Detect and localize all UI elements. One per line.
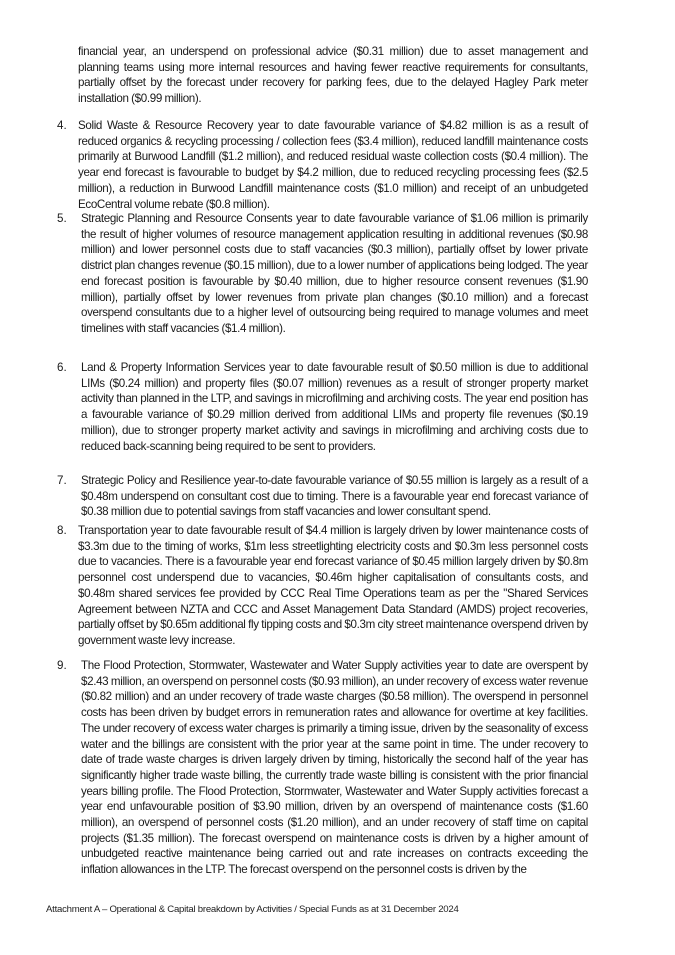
list-item-text: Land & Property Information Services year to date favourable result of $0.50 million is due to additional LIMs ($0.24 million) and property files ($0.07 million) revenues as a result of stronger property market activity than planned in the LTP, and savings in microfilming and archiving costs. The year end position has a favourable variance of $0.29 million derived from additional LIMs and property file revenues ($0.19 million), due to stronger property market activity and savings in microfilming and archiving costs due to reduced back-scanning being required to be sent to providers. [81,361,588,453]
list-item-6 [57,360,588,454]
list-item-text: Strategic Planning and Resource Consents year to date favourable variance of $1.06 million is primarily the result of higher volumes of resource management application resulting in additional revenues ($0.98 million) and lower personnel costs due to staff vacancies ($0.3 million), partially offset by lower private district plan changes revenue ($0.15 million), due to a lower number of applications being lodged. The year end forecast position is favourable by $0.40 million, due to higher resource consent revenues ($1.90 million), partially offset by lower revenues from private plan changes ($0.10 million) and a forecast overspend consultants due to a higher level of outsourcing being required to manage volumes and meet timelines with staff vacancies ($1.4 million). [81,212,588,335]
list-item-number: 4. [57,119,67,132]
continuation-paragraph: financial year, an underspend on professional advice ($0.31 million) due to asset management and planning teams using more internal resources and having fewer reactive requirements for consultants, partially offset by the forecast under recovery for parking fees, due to the delayed Hagley Park meter installation ($0.99 million). [78,45,588,106]
list-item-4 [57,118,588,212]
list-item-5 [57,211,588,337]
list-item-8 [57,523,588,649]
list-item-number: 6. [57,361,67,374]
list-item-text: Transportation year to date favourable result of $4.4 million is largely driven by lower maintenance costs of $3.3m due to the timing of works, $1m less streetlighting electricity costs and $0.3m less personnel costs due to vacancies. There is a favourable year end forecast variance of $0.45 million largely driven by $0.8m personnel cost underspend due to vacancies, $0.46m higher capitalisation of consultants costs, and $0.48m shared services fee provided by CCC Real Time Operations team as per the "Shared Services Agreement between NZTA and CCC and Asset Management Data Standard (AMDS) project recoveries, partially offset by $0.65m additional fly tipping costs and $0.3m city street maintenance overspend driven by government waste levy increase. [78,524,588,647]
list-item-text: Strategic Policy and Resilience year-to-date favourable variance of $0.55 million is largely as a result of a $0.48m underspend on consultant cost due to timing. There is a favourable year end forecast variance of $0.38 million due to potential savings from staff vacancies and lower consultant spend. [81,474,588,519]
list-item-number: 5. [57,212,67,225]
list-item-text: Solid Waste & Resource Recovery year to date favourable variance of $4.82 million is as a result of reduced organics & recycling processing / collection fees ($3.4 million), reduced landfill maintenance costs primarily at Burwood Landfill ($1.2 million), and reduced residual waste collection costs ($0.4 million). The year end forecast is favourable to budget by $4.2 million, due to reduced recycling processing fees ($2.5 million), a reduction in Burwood Landfill maintenance costs ($1.0 million) and receipt of an unbudgeted EcoCentral volume rebate ($0.8 million). [78,119,588,211]
list-item-text: The Flood Protection, Stormwater, Wastewater and Water Supply activities year to date are overspent by $2.43 million, an overspend on personnel costs ($0.93 million), an under recovery of excess water revenue ($0.82 million) and an under recovery of trade waste charges ($0.58 million). The overspend in personnel costs has been driven by budget errors in remuneration rates and allowance for overtime at key facilities. The under recovery of excess water charges is primarily a timing issue, driven by the seasonality of excess water and the billings are consistent with the prior year at the same point in time. The under recovery to date of trade waste charges is driven largely driven by timing, historically the second half of the year has significantly higher trade waste billing, the currently trade waste billing is consistent with the prior financial years billing profile. The Flood Protection, Stormwater, Wastewater and Water Supply activities forecast a year end unfavourable position of $3.90 million, driven by an overspend of maintenance costs ($1.60 million), an overspend of personnel costs ($1.20 million), and an under recovery of staff time on capital projects ($1.35 million). The forecast overspend on maintenance costs is driven by a higher amount of unbudgeted reactive maintenance being carried out and rate increases on contracts exceeding the inflation allowances in the LTP. The forecast overspend on the personnel costs is driven by the [81,659,588,877]
list-item-number: 8. [57,524,67,537]
list-item-number: 9. [57,659,67,672]
list-item-9 [57,658,588,878]
list-item-7 [57,473,588,520]
page-footer: Attachment A – Operational & Capital breakdown by Activities / Special Funds as at 31 December 2024 [46,904,459,915]
list-item-number: 7. [57,474,67,487]
